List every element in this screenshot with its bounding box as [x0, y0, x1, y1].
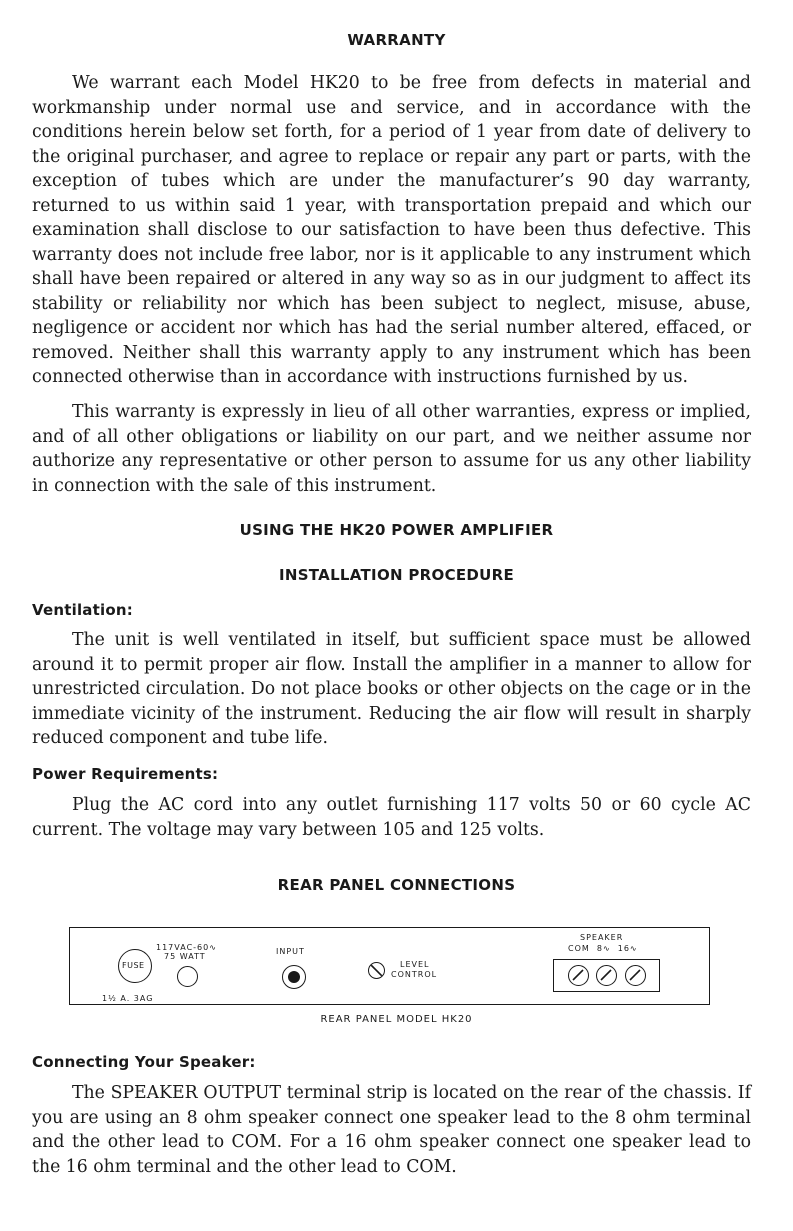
- rear-panel-diagram: [69, 927, 710, 1005]
- screwdriver-slot-icon: [369, 963, 385, 979]
- rear-panel-title: REAR PANEL CONNECTIONS: [277, 876, 516, 894]
- input-jack: [282, 965, 306, 989]
- fuse-holder: [118, 949, 152, 983]
- control-label: CONTROL: [391, 970, 438, 979]
- warranty-paragraph-2: This warranty is expressly in lieu of all other warranties, express or implied, and of all other obligations or liability on our part, and we neither assume nor authorize any representative or other person to assume for us any other liability in connection with the sale of this instrument.: [32, 402, 751, 496]
- warranty-paragraph-1: We warrant each Model HK20 to be free from defects in material and workmanship under normal use and service, and in accordance with the conditions herein below set forth, for a period of 1 year from date of delivery to the original purchaser, and agree to replace or repair any part or parts, with the exception of tubes which are under the manufacturer’s 90 day warranty, returned to us within said 1 year, with transportation prepaid and which our examination shall disclose to our satisfaction to have been thus defective. This warranty does not include free labor, nor is it applicable to any instrument which shall have been repaired or altered in any way so as in our judgment to affect its stability or reliability nor which has been subject to neglect, misuse, abuse, negligence or accident nor which has had the serial number altered, effaced, or removed. Neither shall this warranty apply to any instrument which has been connected otherwise than in accordance with instructions furnished by us.: [32, 73, 751, 387]
- ac-outlet: [177, 966, 198, 987]
- speaker-terminal-labels: COM 8∿ 16∿: [568, 944, 638, 953]
- ventilation-heading: Ventilation:: [32, 601, 133, 619]
- warranty-title: WARRANTY: [347, 31, 446, 49]
- terminal-com-screw-icon: [568, 965, 589, 986]
- ac-label-voltage: 117VAC-60∿: [156, 943, 217, 952]
- input-jack-center-icon: [288, 971, 300, 983]
- level-control-knob: [368, 962, 385, 979]
- power-heading: Power Requirements:: [32, 765, 219, 783]
- power-text: Plug the AC cord into any outlet furnishing 117 volts 50 or 60 cycle AC current. The voltage may vary between 105 and 125 volts.: [32, 795, 751, 840]
- terminal-8-ohm-screw-icon: [596, 965, 617, 986]
- speaker-text: The SPEAKER OUTPUT terminal strip is located on the rear of the chassis. If you are using an 8 ohm speaker connect one speaker lead to the 8 ohm terminal and the other lead to COM. For a 16 ohm speaker connect one speaker lead to the 16 ohm terminal and the other lead to COM.: [32, 1083, 751, 1177]
- input-label: INPUT: [276, 947, 305, 956]
- terminal-16-ohm-screw-icon: [625, 965, 646, 986]
- speaker-heading: Connecting Your Speaker:: [32, 1053, 256, 1071]
- ventilation-text: The unit is well ventilated in itself, but sufficient space must be allowed around it to permit proper air flow. Install the amplifier in a manner to allow for unrestricted circulation. Do not place books or other objects on the cage or in the immediate vicinity of the instrument. Reducing the air flow will result in sharply reduced component and tube life.: [32, 630, 751, 748]
- speaker-terminal-strip: [553, 959, 660, 992]
- rear-panel-caption: REAR PANEL MODEL HK20: [320, 1014, 473, 1025]
- section-subtitle-installation: INSTALLATION PROCEDURE: [278, 566, 515, 584]
- fuse-rating-label: 1½ A. 3AG: [102, 994, 154, 1003]
- speaker-label: SPEAKER: [580, 933, 624, 942]
- ac-label-wattage: 75 WATT: [164, 952, 206, 961]
- level-label: LEVEL: [400, 960, 430, 969]
- fuse-label: FUSE: [122, 961, 145, 970]
- section-title-using: USING THE HK20 POWER AMPLIFIER: [239, 521, 554, 539]
